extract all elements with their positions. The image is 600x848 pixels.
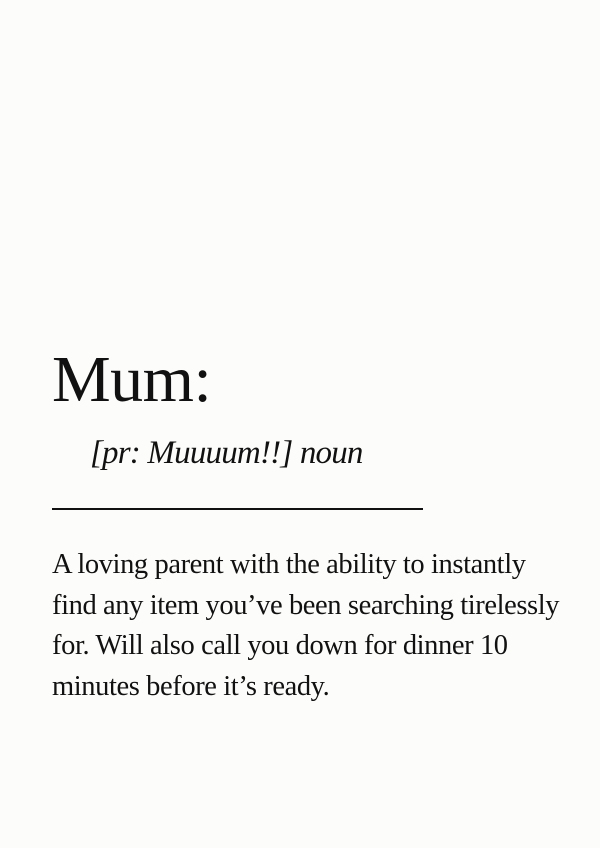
entry-divider [52, 508, 423, 510]
entry-definition: A loving parent with the ability to instantly find any item you’ve been searching tirelessly for. Will also call you down for dinner 10 minutes before it’s ready. [52, 549, 560, 702]
entry-word: Mum: [52, 343, 212, 416]
entry-pronunciation: [pr: Muuuum!!] noun [90, 435, 363, 471]
